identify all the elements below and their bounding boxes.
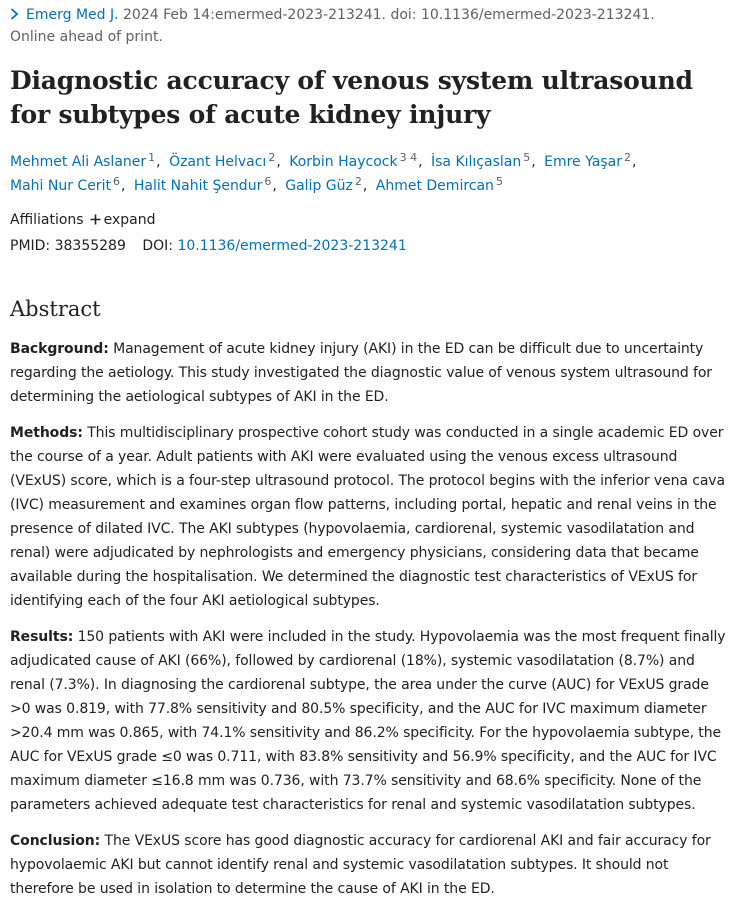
section-label: Conclusion:: [10, 833, 101, 849]
pmid-value: 38355289: [54, 238, 126, 254]
citation-journal-line: [10, 4, 730, 26]
expand-label: expand: [103, 212, 156, 228]
affiliations-label: Affiliations: [10, 212, 84, 228]
section-text: This multidisciplinary prospective cohort study was conducted in a single academic ED over the course of a year. Adult patients with AKI were evaluated using the venous excess ultrasound (VExUS) score, which is a four-step ultrasound protocol. The protocol begins with the inferior vena cava (IVC) measurement and examines organ flow patterns, including portal, hepatic and renal veins in the presence of dilated IVC. The AKI subtypes (hypovolaemia, cardiorenal, systemic vasodilatation and renal) were adjudicated by nephrologists and emergency physicians, considering data that became available during the hospitalisation. We determined the diagnostic test characteristics of VExUS for identifying each of the four AKI aetiological subtypes.: [10, 425, 725, 609]
author-link[interactable]: Ahmet Demircan: [375, 178, 494, 194]
affiliation-ref[interactable]: 6: [264, 175, 272, 188]
section-label: Results:: [10, 629, 74, 645]
citation-details: 2024 Feb 14:emermed-2023-213241. doi: 10.1136/emermed-2023-213241.: [118, 7, 655, 23]
affiliation-ref[interactable]: 1: [148, 151, 156, 164]
author-link[interactable]: Galip Güz: [285, 178, 353, 194]
abstract-results: [10, 625, 730, 817]
section-text: The VExUS score has good diagnostic accuracy for cardiorenal AKI and fair accuracy for hypovolaemic AKI but cannot identify renal and systemic vasodilatation subtypes. It should not therefore be used in isolation to determine the cause of AKI in the ED.: [10, 833, 711, 897]
affiliation-ref[interactable]: 2: [623, 151, 631, 164]
section-text: Management of acute kidney injury (AKI) in the ED can be difficult due to uncertainty regarding the aetiology. This study investigated the diagnostic value of venous system ultrasound for determining the aetiological subtypes of AKI in the ED.: [10, 341, 712, 405]
abstract-conclusion: [10, 829, 730, 901]
affiliation-ref[interactable]: 2: [268, 151, 276, 164]
author-link[interactable]: Mehmet Ali Aslaner: [10, 154, 147, 170]
affiliation-ref[interactable]: 3 4: [399, 151, 418, 164]
author-link[interactable]: Özant Helvacı: [169, 154, 267, 170]
chevron-right-icon[interactable]: [10, 4, 22, 26]
journal-link[interactable]: Emerg Med J.: [26, 7, 119, 23]
pmid-label: PMID:: [10, 238, 51, 254]
affiliation-ref[interactable]: 5: [523, 151, 531, 164]
section-label: Background:: [10, 341, 109, 357]
section-text: 150 patients with AKI were included in the study. Hypovolaemia was the most frequent finally adjudicated cause of AKI (66%), followed by cardiorenal (18%), systemic vasodilatation (8.7%) and renal (7.3%). In diagnosing the cardiorenal subtype, the area under the curve (AUC) for VExUS grade >0 was 0.819, with 77.8% sensitivity and 80.5% specificity, and the AUC for IVC maximum diameter >20.4 mm was 0.865, with 74.1% sensitivity and 86.2% specificity. For the hypovolaemia subtype, the AUC for VExUS grade ≤0 was 0.711, with 83.8% sensitivity and 56.9% specificity, and the AUC for IVC maximum diameter ≤16.8 mm was 0.736, with 73.7% sensitivity and 68.6% specificity. None of the parameters achieved adequate test characteristics for renal and systemic vasodilatation subtypes.: [10, 629, 726, 813]
section-label: Methods:: [10, 425, 83, 441]
doi-label: DOI:: [142, 238, 173, 254]
article-title: Diagnostic accuracy of venous system ultrasound for subtypes of acute kidney injury: [10, 66, 693, 129]
abstract-methods: [10, 421, 730, 613]
identifiers: [10, 236, 730, 256]
abstract-heading: Abstract: [10, 297, 101, 321]
plus-icon: [90, 210, 101, 230]
abstract-body: [10, 337, 730, 901]
author-link[interactable]: Korbin Haycock: [289, 154, 398, 170]
doi-link[interactable]: 10.1136/emermed-2023-213241: [177, 238, 407, 254]
author-link[interactable]: Halit Nahit Şendur: [133, 178, 263, 194]
affiliation-ref[interactable]: 2: [354, 175, 362, 188]
author-link[interactable]: İsa Kılıçaslan: [431, 154, 522, 170]
publication-status: Online ahead of print.: [10, 29, 163, 45]
author-list: Mehmet Ali Aslaner $^1$, Özant Helvacı $^2$, Korbin Haycock $^{3 4}$, İsa Kılıçaslan $^5$, Emre Yaşar $^2$, Mahi Nur Cerit $^6$, Halit Nahit Şendur $^6$, Galip Güz $^2$, Ahmet Demircan $^5$: [10, 151, 637, 194]
author-link[interactable]: Emre Yaşar: [544, 154, 622, 170]
affiliation-ref[interactable]: 5: [495, 175, 503, 188]
affiliation-ref[interactable]: 6: [112, 175, 120, 188]
affiliations-toggle[interactable]: [10, 210, 730, 230]
abstract-background: [10, 337, 730, 409]
citation-block: [10, 4, 730, 48]
author-link[interactable]: Mahi Nur Cerit: [10, 178, 111, 194]
